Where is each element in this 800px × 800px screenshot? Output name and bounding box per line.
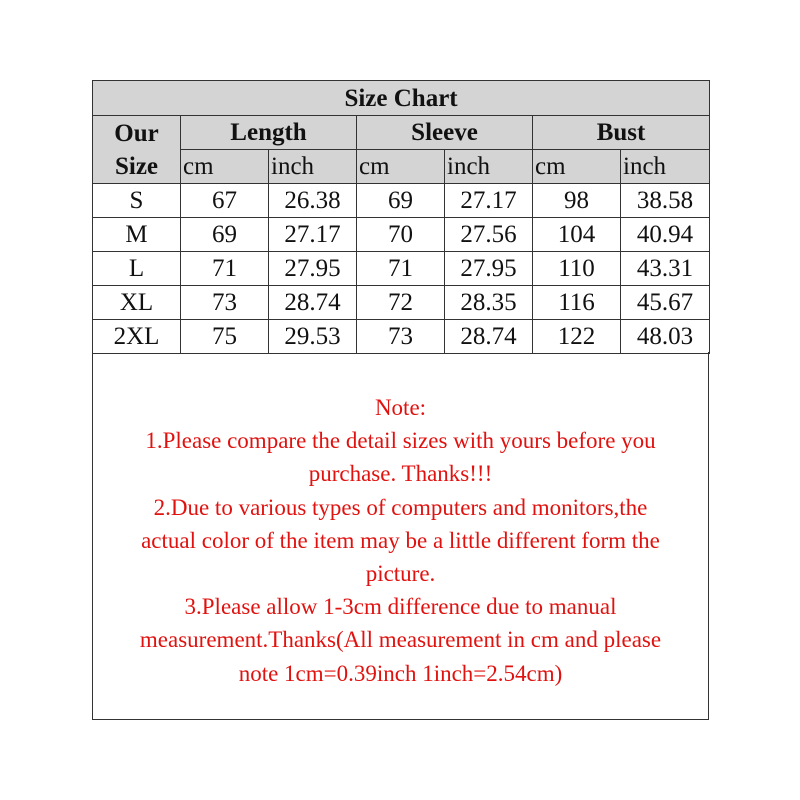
value-cell: 26.38 — [269, 184, 357, 218]
size-chart-table — [92, 80, 710, 354]
size-header-line2: Size — [114, 152, 159, 180]
note-line: note 1cm=0.39inch 1inch=2.54cm) — [238, 660, 563, 686]
value-cell: 48.03 — [621, 320, 710, 354]
value-cell: 27.95 — [445, 252, 533, 286]
group-header-length: Length — [181, 116, 357, 150]
note-line: 2.Due to various types of computers and monitors,the — [153, 494, 648, 520]
note-box — [92, 352, 709, 720]
value-cell: 27.17 — [445, 184, 533, 218]
note-line: actual color of the item may be a little different form the — [141, 527, 660, 553]
value-cell: 40.94 — [621, 218, 710, 252]
value-cell: 98 — [533, 184, 621, 218]
table-row — [93, 252, 710, 286]
size-header-line1: Our — [114, 119, 159, 147]
note-line: picture. — [365, 561, 436, 587]
unit-header: cm — [181, 150, 269, 184]
note-line: 3.Please allow 1-3cm difference due to manual — [184, 594, 617, 620]
size-column-header — [93, 116, 181, 184]
note-line: purchase. Thanks!!! — [308, 461, 493, 487]
size-cell: S — [93, 184, 181, 218]
value-cell: 28.35 — [445, 286, 533, 320]
size-cell: M — [93, 218, 181, 252]
note-line: measurement.Thanks(All measurement in cm and please — [139, 627, 662, 653]
value-cell: 67 — [181, 184, 269, 218]
unit-header: inch — [621, 150, 710, 184]
value-cell: 104 — [533, 218, 621, 252]
unit-header: cm — [533, 150, 621, 184]
note-heading: Note: — [374, 395, 427, 420]
value-cell: 71 — [181, 252, 269, 286]
table-row — [93, 184, 710, 218]
value-cell: 27.95 — [269, 252, 357, 286]
size-cell: 2XL — [93, 320, 181, 354]
value-cell: 122 — [533, 320, 621, 354]
unit-header: cm — [357, 150, 445, 184]
value-cell: 27.56 — [445, 218, 533, 252]
size-cell: XL — [93, 286, 181, 320]
unit-header: inch — [269, 150, 357, 184]
size-cell: L — [93, 252, 181, 286]
value-cell: 71 — [357, 252, 445, 286]
value-cell: 72 — [357, 286, 445, 320]
value-cell: 69 — [181, 218, 269, 252]
group-header-sleeve: Sleeve — [357, 116, 533, 150]
value-cell: 73 — [181, 286, 269, 320]
value-cell: 69 — [357, 184, 445, 218]
value-cell: 73 — [357, 320, 445, 354]
value-cell: 38.58 — [621, 184, 710, 218]
unit-header: inch — [445, 150, 533, 184]
value-cell: 45.67 — [621, 286, 710, 320]
value-cell: 29.53 — [269, 320, 357, 354]
value-cell: 75 — [181, 320, 269, 354]
group-header-bust: Bust — [533, 116, 710, 150]
note-text — [93, 391, 708, 690]
table-row — [93, 218, 710, 252]
value-cell: 110 — [533, 252, 621, 286]
value-cell: 28.74 — [269, 286, 357, 320]
table-row — [93, 286, 710, 320]
value-cell: 70 — [357, 218, 445, 252]
table-row — [93, 320, 710, 354]
note-line: 1.Please compare the detail sizes with yours before you — [145, 428, 656, 454]
chart-title: Size Chart — [93, 81, 710, 116]
value-cell: 43.31 — [621, 252, 710, 286]
value-cell: 27.17 — [269, 218, 357, 252]
value-cell: 116 — [533, 286, 621, 320]
value-cell: 28.74 — [445, 320, 533, 354]
